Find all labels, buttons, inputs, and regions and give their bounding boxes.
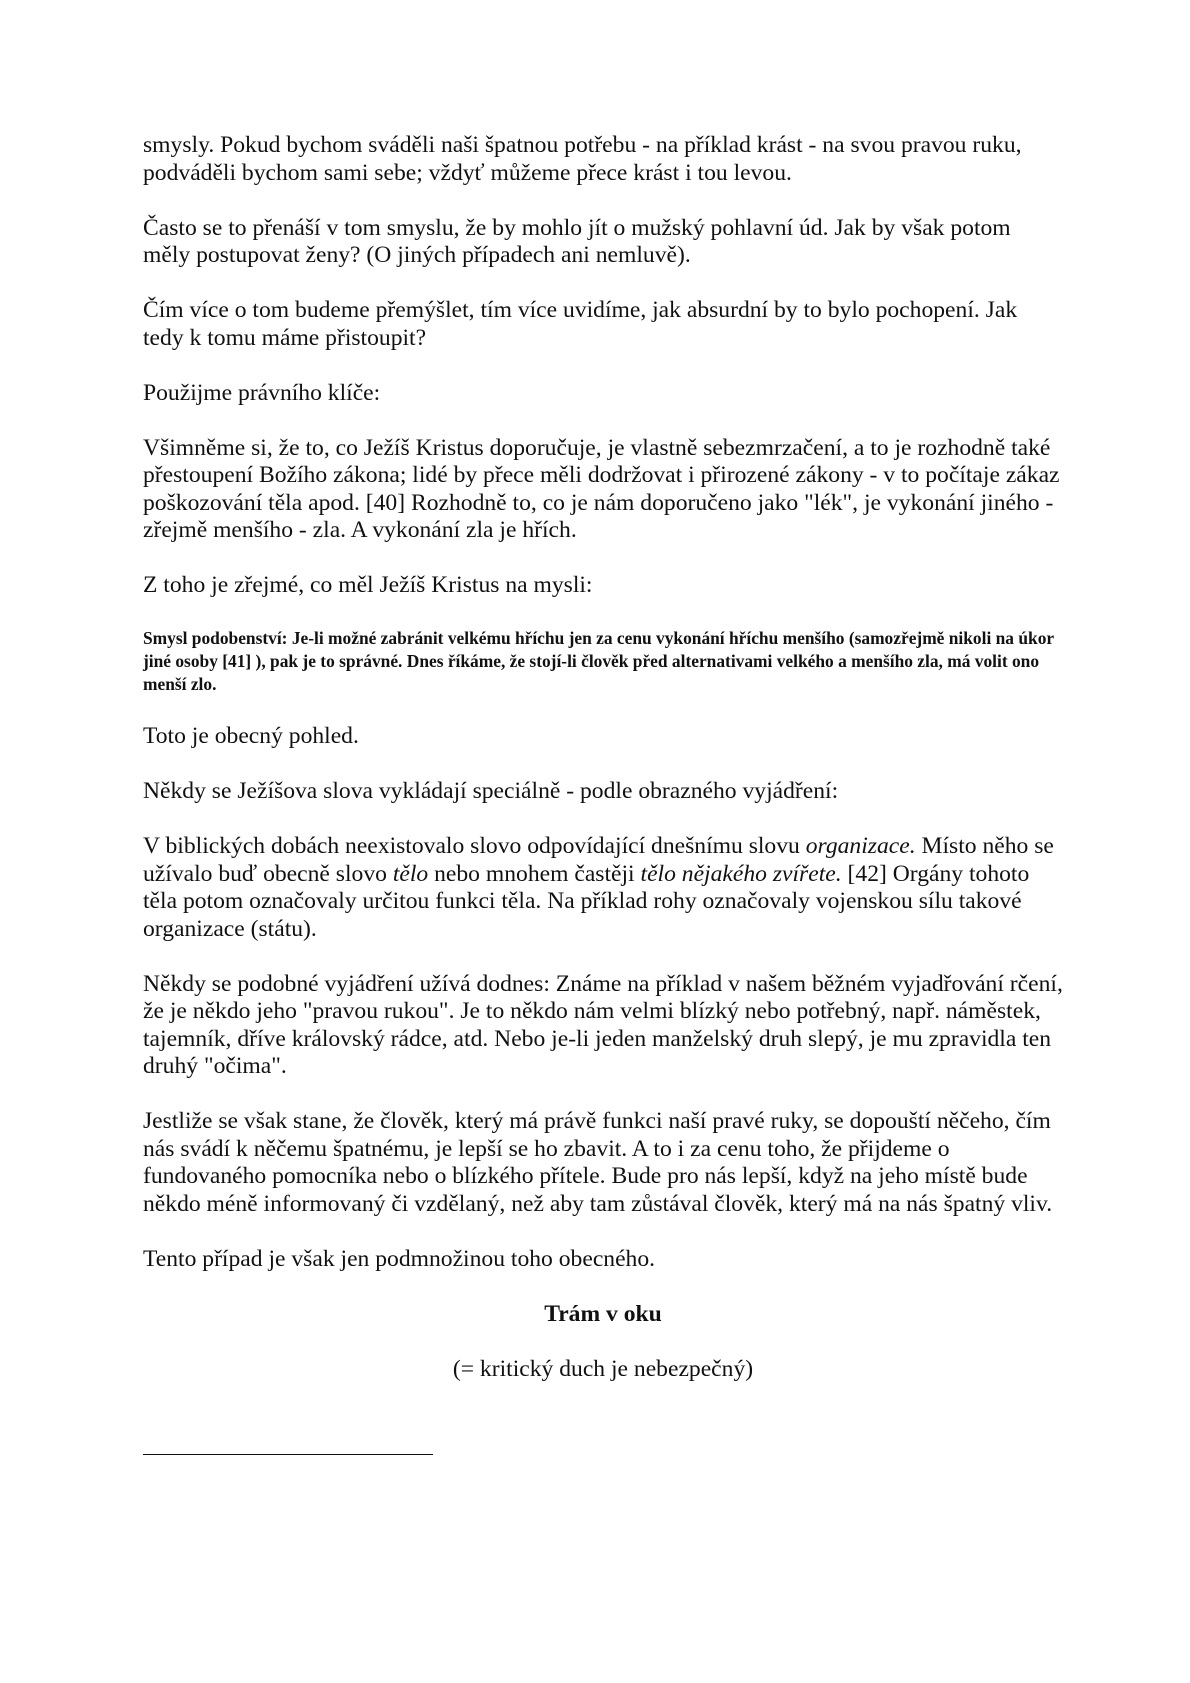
paragraph: Jestliže se však stane, že člověk, který má právě funkci naší pravé ruky, se dopouští něčeho, čím nás svádí k něčemu špatnému, je lepší se ho zbavit. A to i za cenu toho, že přijdeme o fundovaného pomocníka nebo o blízkého přítele. Bude pro nás lepší, když na jeho místě bude někdo méně informovaný či vzdělaný, než aby tam zůstával člověk, který má na nás špatný vliv. — [143, 1108, 1053, 1217]
paragraph: Z toho je zřejmé, co měl Ježíš Kristus na mysli: — [143, 572, 593, 598]
footnote-separator — [143, 1454, 433, 1455]
text-run: nebo mnohem častěji — [428, 860, 641, 887]
paragraph: Čím více o tom budeme přemýšlet, tím více uvidíme, jak absurdní by to bylo pochopení. Jak tedy k tomu máme přistoupit? — [143, 297, 1018, 351]
italic-text: tělo — [392, 860, 429, 887]
text-run: [42] Orgány tohoto těla potom označovaly určitou funkci těla. Na příklad rohy označovaly vojenskou sílu takové organizace (státu). — [143, 860, 1030, 942]
paragraph: Často se to přenáší v tom smyslu, že by mohlo jít o mužský pohlavní úd. Jak by však potom měly postupovat ženy? (O jiných případech ani nemluvě). — [143, 214, 1011, 268]
paragraph: Všimněme si, že to, co Ježíš Kristus doporučuje, je vlastně sebezmrzačení, a to je rozhodně také přestoupení Božího zákona; lidé by přece měli dodržovat i přirozené zákony - v to počítaje zákaz poškozování těla apod. [40] Rozhodně to, co je nám doporučeno jako "lék", je vykonání jiného - zřejmě menšího - zla. A vykonání zla je hřích. — [143, 434, 1060, 543]
paragraph: smysly. Pokud bychom sváděli naši špatnou potřebu - na příklad krást - na svou pravou ruku, podváděli bychom sami sebe; vždyť můžeme přece krást i tou levou. — [143, 132, 1022, 186]
paragraph: Použijme právního klíče: — [143, 379, 381, 406]
paragraph: Tento případ je však jen podmnožinou toho obecného. — [143, 1245, 656, 1272]
section-heading: Trám v oku — [544, 1300, 662, 1327]
text-run: V biblických dobách neexistovalo slovo odpovídající dnešnímu slovu — [143, 833, 806, 859]
paragraph: Toto je obecný pohled. — [143, 723, 359, 749]
paragraph — [143, 833, 1063, 943]
parable-meaning-paragraph: Smysl podobenství: Je-li možné zabránit velkému hříchu jen za cenu vykonání hříchu menšího (samozřejmě nikoli na úkor jiné osoby [41] ), pak je to správné. Dnes říkáme, že stojí-li člověk před alternativami velkého a menšího zla, má volit ono menší zlo. — [143, 628, 1054, 694]
document-page — [143, 132, 1063, 1383]
italic-text: tělo nějakého zvířete. — [640, 860, 842, 887]
text-run: Místo něho se užívalo buď obecně slovo — [143, 833, 1054, 887]
section-subheading: (= kritický duch je nebezpečný) — [452, 1355, 754, 1382]
paragraph: Někdy se Ježíšova slova vykládají speciálně - podle obrazného vyjádření: — [143, 778, 839, 804]
paragraph: Někdy se podobné vyjádření užívá dodnes: Známe na příklad v našem běžném vyjadřování rčení, že je někdo jeho "pravou rukou". Je to někdo nám velmi blízký nebo potřebný, např. náměstek, tajemník, dříve královský rádce, atd. Nebo je-li jeden manželský druh slepý, je mu zpravidla ten druhý "očima". — [143, 970, 1063, 1079]
italic-text: organizace. — [805, 833, 916, 859]
